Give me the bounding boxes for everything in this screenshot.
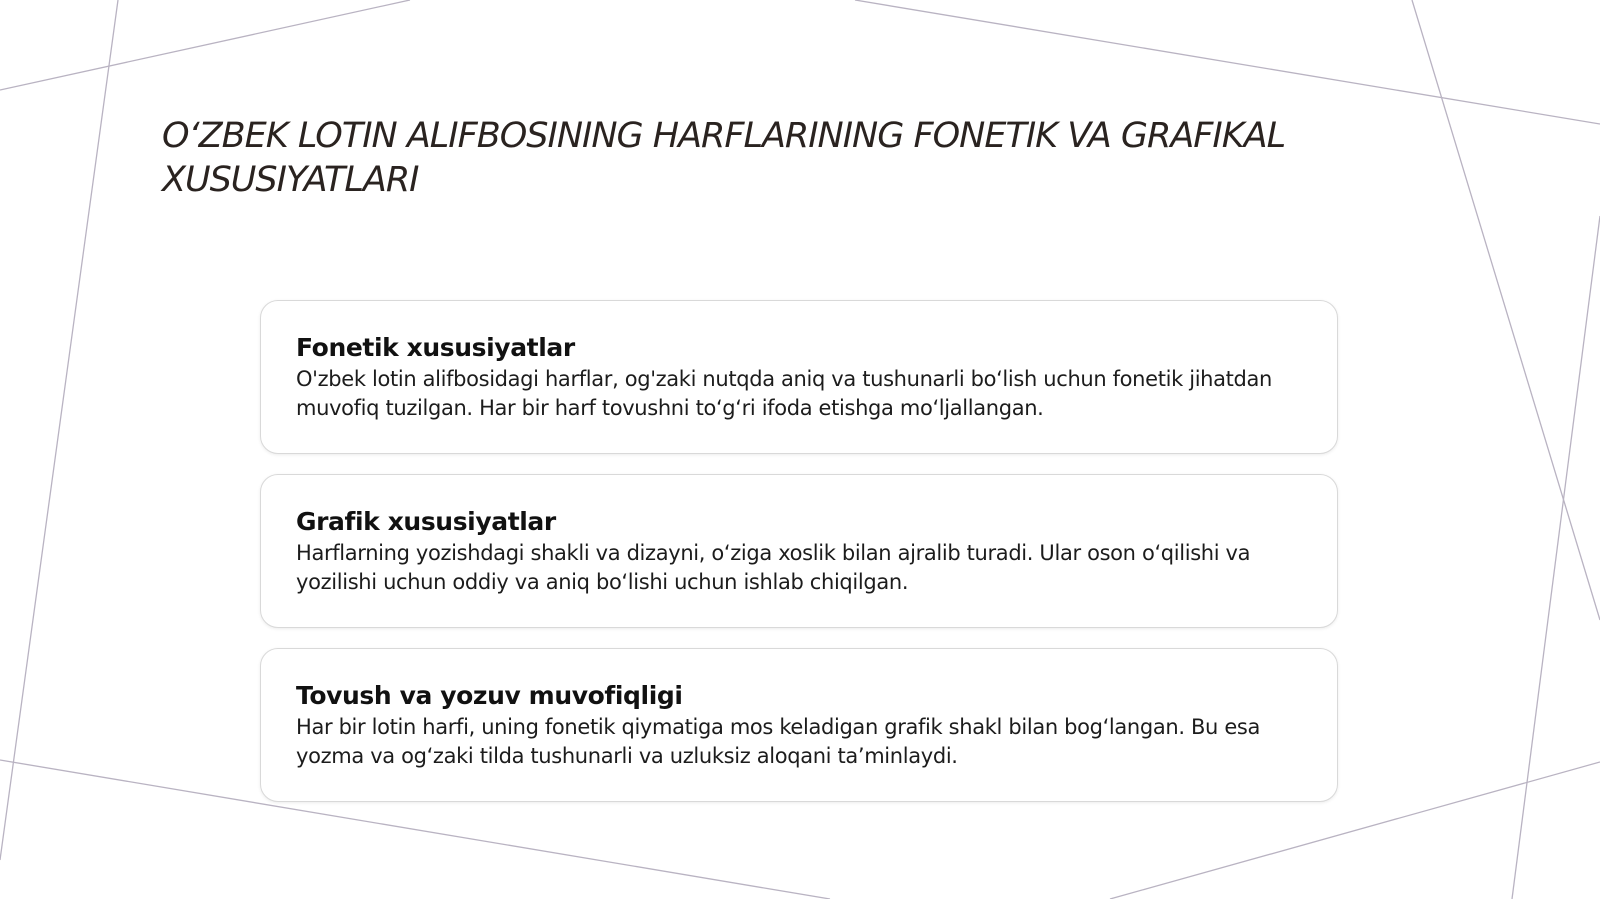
feature-card-phonetic [260, 300, 1338, 454]
card-heading: Grafik xususiyatlar [296, 507, 556, 536]
card-heading: Tovush va yozuv muvofiqligi [296, 681, 683, 710]
feature-card-sound-writing [260, 648, 1338, 802]
card-description: O'zbek lotin alifbosidagi harflar, og'zaki nutqda aniq va tushunarli bo‘lish uchun fonetik jihatdan muvofiq tuzilgan. Har bir harf tovushni to‘g‘ri ifoda etishga mo‘ljallangan. [296, 367, 1273, 420]
slide-title: O‘ZBEK LOTIN ALIFBOSINING HARFLARINING FONETIK VA GRAFIKAL XUSUSIYATLARI [162, 116, 1286, 200]
decor-line [1512, 216, 1600, 899]
card-description: Har bir lotin harfi, uning fonetik qiymatiga mos keladigan grafik shakl bilan bog‘langan. Bu esa yozma va og‘zaki tilda tushunarli va uzluksiz aloqani ta’minlaydi. [296, 715, 1260, 768]
card-heading: Fonetik xususiyatlar [296, 333, 575, 362]
decor-line [855, 0, 1600, 124]
feature-card-graphic [260, 474, 1338, 628]
decor-line [0, 0, 118, 860]
card-description: Harflarning yozishdagi shakli va dizayni, o‘ziga xoslik bilan ajralib turadi. Ular oson o‘qilishi va yozilishi uchun oddiy va aniq bo‘lishi uchun ishlab chiqilgan. [296, 541, 1251, 594]
decor-line [0, 0, 410, 90]
decor-line [1412, 0, 1600, 620]
